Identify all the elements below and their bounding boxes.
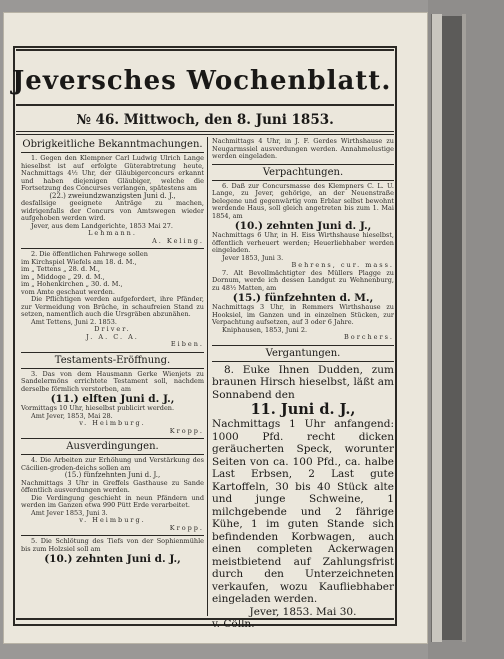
date-line: (15.) fünfzehnten d. M., [232, 292, 374, 304]
paragraph: Nachmittags 3 Uhr in Greffels Gasthause zu Sande öffentlich ausverdungen werden. [21, 478, 204, 494]
paragraph: Nachmittags 6 Uhr, in H. Eiss Wirthshause hieselbst, öffentlich verheuert werden; Heuerliebhaber werden eingeladen. [212, 231, 394, 254]
page-edge [431, 14, 442, 642]
place-date: Jever, 1853. Mai 30. [249, 605, 357, 618]
issue-rule [16, 131, 394, 132]
paragraph: 5. Die Schlötung des Tiefs von der Sophienmühle bis zum Holzsiel soll am [21, 537, 204, 553]
schedule-line: im „ Tettens „ 28. d. M., [21, 265, 100, 273]
date-line: (10.) zehnten Juni d. J., [234, 220, 372, 232]
separator [212, 361, 394, 362]
signature: Eiben. [170, 340, 204, 348]
signature: J. A. C. A. [86, 332, 139, 341]
signature: A. Keling. [152, 236, 204, 245]
right-column [212, 137, 394, 630]
separator [212, 345, 394, 346]
newspaper-page [3, 12, 428, 644]
paragraph: 6. Daß zur Concursmasse des Klempners C. L. U. Lange, zu Jever, gehörige, an der Neuenstraße belegene und gegenwärtig vom Erblar selbst bewohnt werdende Haus, soll gleich angetreten bis zum 1. Mai 1854, am [212, 181, 394, 220]
issue-rule-2 [16, 134, 394, 135]
place-date: Amt Tettens, Juni 2. 1853. [31, 317, 117, 326]
separator [21, 368, 204, 369]
top-rule [16, 49, 394, 51]
date-line: (11.) elften Juni d. J., [50, 393, 175, 405]
date-line: (22.) zweiundzwanzigsten Juni d. J., [49, 191, 176, 200]
section-title: Ausverdingungen. [66, 441, 159, 452]
place-date: Jever 1853, Juni 3. [222, 253, 284, 262]
section-title: Testaments-Eröffnung. [54, 354, 171, 366]
signature: Lehmann. [88, 229, 137, 237]
column-divider [207, 137, 208, 616]
signature: v. Heimburg. [79, 516, 146, 524]
paragraph: Vormittags 10 Uhr, hieselbst publicirt werden. [21, 404, 175, 412]
separator [21, 248, 204, 249]
left-column [21, 138, 204, 616]
section-title: Obrigkeitliche Bekanntmachungen. [22, 139, 203, 150]
signature: Kropp. [169, 523, 204, 532]
schedule-line: im „ Middoge „ 29. d. M., [21, 272, 105, 281]
paragraph: Nachmittags 3 Uhr, in Remmers Wirthshause zu Hooksiel, im Ganzen und in einzelnen Stücken, zur Verpachtung aufsetzen, auf 3 oder 6 Jahre. [212, 303, 394, 326]
page-edge-highlight [462, 14, 466, 642]
separator [21, 352, 204, 353]
paragraph: 8. Euke Ihnen Dudden, zum braunen Hirsch hieselbst, läßt am Sonnabend den [212, 363, 394, 401]
date-line: 11. Juni d. J., [250, 401, 356, 418]
separator [21, 438, 204, 439]
page-edge-shadow [442, 16, 462, 640]
separator [21, 454, 204, 455]
paragraph: Die Pflichtigen werden aufgefordert, ihre Pfänder, zur Vermeidung von Brüche, in schaufreien Stand zu setzen, namentlich auch die Ursgräben abzunähen. [21, 295, 204, 318]
signature: Driver. [94, 325, 131, 333]
paragraph: 1. Gegen den Klempner Carl Ludwig Ulrich Lange hieselbst ist auf erfolgte Güterabtretung heute, Nachmittags 4½ Uhr, der Gläubigerconcurs erkannt und haben diejenigen Gläubiger, welche die Fortsetzung des Concurses verlangen, spätestens am [21, 154, 204, 192]
place-date: Amt Jever 1853, Juni 3. [31, 508, 108, 517]
section-title: Verpachtungen. [262, 166, 344, 178]
place-date: Kniphausen, 1853, Juni 2. [222, 325, 308, 334]
place-date: Jever, aus dem Landgerichte, 1853 Mai 27. [31, 221, 173, 230]
masthead: Jeversches Wochenblatt. [12, 66, 392, 96]
paragraph: 3. Das von dem Hausmann Gerke Wienjets zu Sandelermöns errichtete Testament soll, nachdem derselbe förmlich verstorben, am [21, 369, 204, 393]
paragraph: vom Amte geschaut werden. [21, 287, 115, 296]
masthead-rule [16, 104, 394, 106]
paragraph: 7. Alt Bevollmächtigter des Müllers Plagge zu Dornum, werde ich dessen Landgut zu Wehnenburg, zu 48½ Matten, am [212, 268, 394, 292]
paragraph: 4. Die Arbeiten zur Erhöhung und Verstärkung des Cäcilien-groden-deichs sollen am [21, 456, 204, 472]
signature: Behrens, cur. mass. [291, 261, 394, 269]
issue-line: № 46. Mittwoch, den 8. Juni 1853. [76, 112, 334, 128]
signature: v. Cölln. [212, 618, 255, 630]
paragraph: 2. Die öffentlichen Fahrwege sollen [31, 250, 148, 258]
signature: Kropp. [169, 426, 204, 435]
date-line: (15.) fünfzehnten Juni d. J., [64, 471, 161, 479]
section-title: Vergantungen. [265, 347, 341, 359]
place-date: Amt Jever, 1853, Mai 28. [31, 411, 113, 420]
signature: Borchers. [344, 333, 394, 341]
paragraph: Die Verdingung geschieht in neun Pfändern und werden im Ganzen etwa 990 Pütt Erde verarbeitet. [21, 493, 204, 509]
schedule-line: im „ Hohenkirchen „ 30. d. M., [21, 280, 123, 288]
separator [21, 152, 204, 153]
separator [212, 164, 394, 165]
separator [21, 535, 204, 536]
date-line: (10.) zehnten Juni d. J., [44, 553, 181, 565]
signature: v. Heimburg. [79, 419, 146, 427]
schedule-line: im Kirchspiel Wiefels am 18. d. M., [21, 257, 137, 266]
paragraph: Nachmittags 4 Uhr, in J. F. Gerdes Wirthshause zu Neugarmssiel ausverdungen werden. Annahmelustige werden eingeladen. [212, 137, 394, 160]
paragraph: desfallsige geeignete Anträge zu machen, widrigenfalls der Concurs von Amtswegen wieder aufgehoben werden wird. [21, 199, 204, 222]
paragraph: Nachmittags 1 Uhr anfangend: 1000 Pfd. recht dicken geräucherten Speck, worunter Seiten von ca. 100 Pfd., ca. halbe Last Erbsen, 2 Last gute Kartoffeln, 30 bis 40 Stück alte und junge Schweine, 1 milchgebende und 2 fährige Kühe, 1 im guten Stande sich befindenden Korbwagen, auch einen completen Ackerwagen meistbietend auf Zahlungsfrist durch den Unterzeichneten verkaufen, wozu Kaufliebhaber eingeladen werden. [212, 418, 394, 605]
bottom-rule [16, 618, 394, 620]
separator [212, 180, 394, 181]
